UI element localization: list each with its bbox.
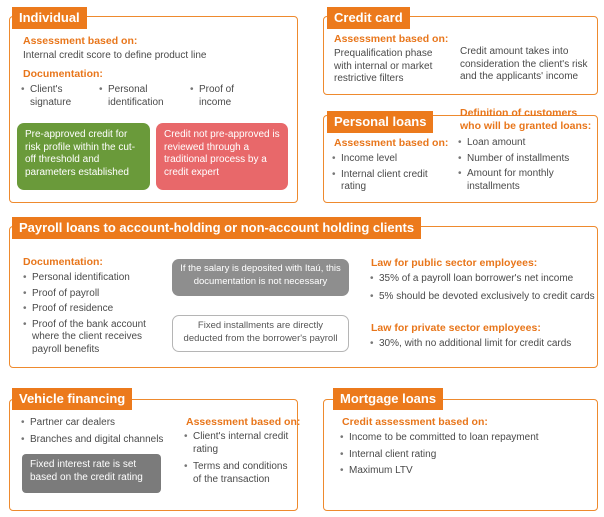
individual-documentation-label: Documentation: (23, 68, 103, 80)
private-sector-list (370, 338, 596, 351)
individual-title: Individual (12, 7, 87, 29)
preapproved-box: Pre-approved credit for risk profile within the cut-off threshold and parameters established (17, 123, 150, 190)
fixed-rate-box: Fixed interest rate is set based on the credit rating (22, 454, 161, 493)
vehicle-channel-list (21, 417, 181, 446)
individual-doc-item-1: • Client's signature (21, 84, 91, 109)
salary-deposit-note: If the salary is deposited with Itaú, this documentation is not necessary (172, 259, 349, 296)
vehicle-title: Vehicle financing (12, 388, 132, 410)
individual-doc-item-3: • Proof of income (190, 84, 260, 109)
mortgage-assessment-label: Credit assessment based on: (342, 416, 488, 428)
list-item: • Amount for monthly installments (458, 168, 594, 193)
public-sector-list (370, 273, 596, 303)
list-item: • Income to be committed to loan repayment (340, 432, 590, 445)
personal-loans-definition-label: Definition of customers who will be granted loans: (460, 107, 592, 132)
list-item: • Proof of residence (23, 303, 163, 316)
list-item: • Terms and conditions of the transaction (184, 461, 294, 486)
mortgage-title: Mortgage loans (333, 388, 443, 410)
vehicle-assessment-list (184, 431, 294, 486)
payroll-documentation-label: Documentation: (23, 256, 103, 268)
payroll-title: Payroll loans to account-holding or non-account holding clients (12, 217, 421, 239)
list-item: • Proof of the bank account where the client receives payroll benefits (23, 319, 163, 357)
private-sector-label: Law for private sector employees: (371, 322, 541, 334)
credit-card-left-text: Prequalification phase with internal or market restrictive filters (334, 48, 433, 84)
list-item: • Internal client rating (340, 449, 590, 462)
list-item: • Internal client credit rating (332, 169, 442, 194)
vehicle-assessment-label: Assessment based on: (186, 416, 301, 428)
payroll-doc-list (23, 272, 163, 356)
personal-loans-definition-list (458, 137, 594, 193)
list-item: • Client's internal credit rating (184, 431, 294, 456)
credit-card-title: Credit card (327, 7, 410, 29)
individual-doc-item-2: • Personal identification (99, 84, 181, 109)
credit-card-right-text: Credit amount takes into consideration the client's risk and the applicants' income (460, 46, 588, 82)
personal-loans-assessment-label: Assessment based on: (334, 137, 449, 149)
list-item: • 5% should be devoted exclusively to credit cards (370, 291, 596, 304)
list-item: • 30%, with no additional limit for credit cards (370, 338, 596, 351)
list-item: • Loan amount (458, 137, 594, 150)
mortgage-list (340, 432, 590, 478)
credit-card-assessment-label: Assessment based on: (334, 33, 449, 45)
not-preapproved-box: Credit not pre-approved is reviewed through a traditional process by a credit expert (156, 123, 288, 190)
list-item: • Partner car dealers (21, 417, 181, 430)
list-item: • Branches and digital channels (21, 434, 181, 447)
list-item: • 35% of a payroll loan borrower's net income (370, 273, 596, 286)
list-item: • Personal identification (23, 272, 163, 285)
fixed-installments-note: Fixed installments are directly deducted from the borrower's payroll (172, 315, 349, 352)
individual-assessment-label: Assessment based on: (23, 35, 138, 47)
list-item: • Maximum LTV (340, 465, 590, 478)
personal-loans-title: Personal loans (327, 111, 433, 133)
personal-loans-assessment-list (332, 153, 442, 194)
public-sector-label: Law for public sector employees: (371, 257, 538, 269)
individual-assessment-text: Internal credit score to define product line (23, 50, 207, 61)
list-item: • Number of installments (458, 153, 594, 166)
list-item: • Income level (332, 153, 442, 166)
list-item: • Proof of payroll (23, 288, 163, 301)
